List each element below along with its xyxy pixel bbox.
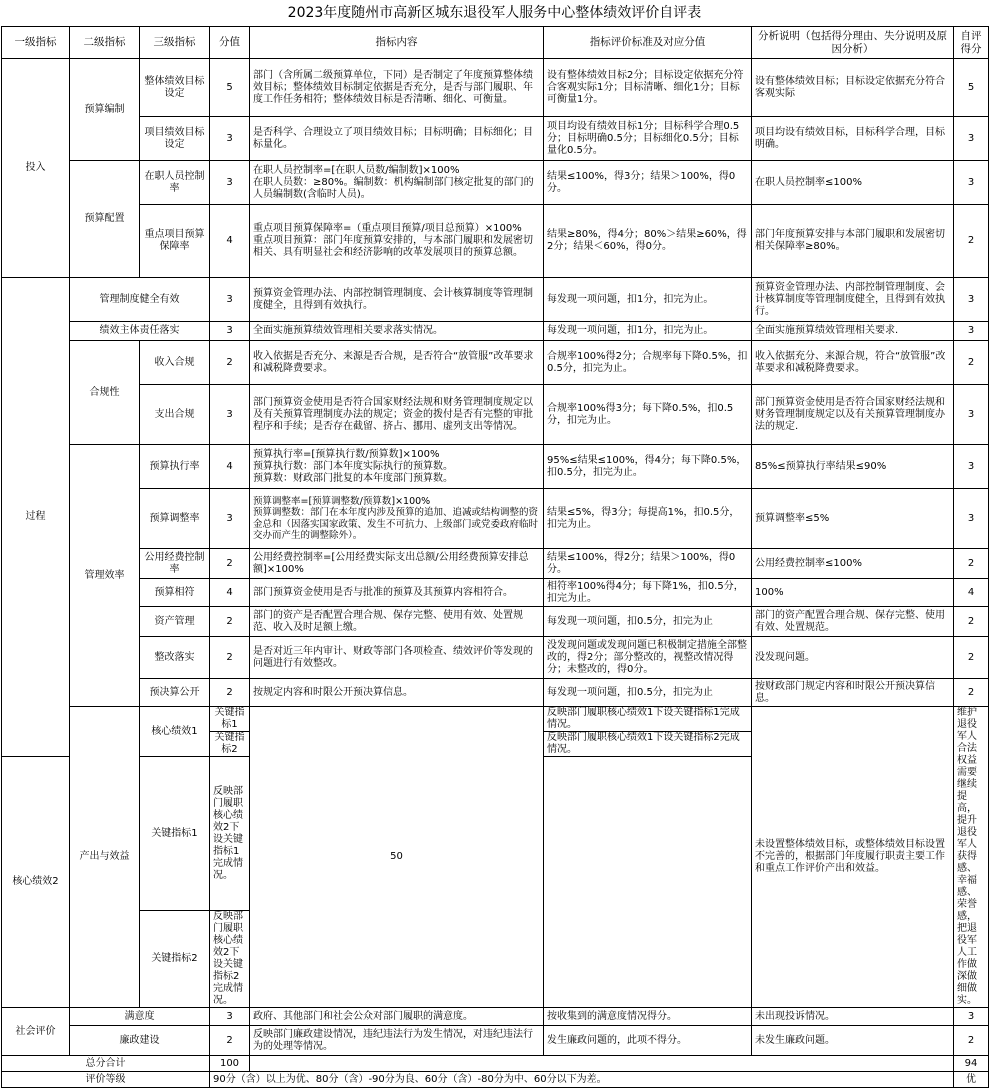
score-cell: 4 [210,205,250,278]
standard-cell: 项目均设有绩效目标1分；目标科学合理0.5分；目标明确0.5分；目标细化0.5分；目标量化0.5分。 [544,117,752,161]
content-cell: 重点项目预算保障率=（重点项目预算/项目总预算）×100% 重点项目预算：部门年度预算安排的，与本部门履职和发展密切相关、具有明显社会和经济影响的改革发展项目的预算总额。 [250,205,544,278]
content-cell: 预算调整率=[预算调整数/预算数]×100% 预算调整数：部门在本年度内涉及预算的追加、追减或结构调整的资金总和（因落实国家政策、发生不可抗力、上级部门或党委政府临时交办而产生的调整除外）。 [250,489,544,549]
score-cell: 50 [250,707,544,1008]
self-score-cell: 2 [954,341,989,385]
table-row [2,607,989,637]
self-score-cell: 2 [954,1026,989,1056]
table-row [2,278,989,322]
level3-indicator: 关键指标2 [140,911,210,1008]
score-cell: 3 [210,1008,250,1026]
self-score-cell: 3 [954,161,989,205]
table-row [2,679,989,707]
standard-cell: 按收集到的满意度情况得分。 [544,1008,752,1026]
table-row [2,161,989,205]
standard-cell: 结果≤100%，得3分；结果＞100%，得0分。 [544,161,752,205]
standard-cell: 95%≤结果≤100%，得4分；每下降0.5%，扣0.5分，扣完为止。 [544,445,752,489]
self-score-cell: 2 [954,679,989,707]
standard-cell: 结果≥80%，得4分；80%＞结果≥60%，得2分；结果＜60%，得0分。 [544,205,752,278]
level2-budget-alloc: 预算配置 [70,161,140,278]
self-score-cell: 2 [954,607,989,637]
score-cell: 4 [210,445,250,489]
level3-indicator: 在职人员控制率 [140,161,210,205]
level2-core2: 核心绩效2 [2,757,70,1008]
level2-core1: 核心绩效1 [140,707,210,757]
level2-mgmt-system: 管理制度健全有效 [70,278,210,322]
content-cell: 在职人员控制率=[在职人员数/编制数]×100% 在职人员数：≥80%。编制数：机构编制部门核定批复的部门的人员编制数(含临时人员)。 [250,161,544,205]
standard-cell: 每发现一项问题，扣1分，扣完为止。 [544,278,752,322]
total-self-score: 94 [954,1056,989,1072]
header-level1: 一级指标 [2,27,70,59]
content-cell: 预算执行率=[预算执行数/预算数]×100% 预算执行数：部门本年度实际执行的预算数。 预算数：财政部门批复的本年度部门预算数。 [250,445,544,489]
analysis-cell: 未出现投诉情况。 [752,1008,954,1026]
analysis-cell: 项目均设有绩效目标，目标科学合理，目标明确。 [752,117,954,161]
level3-indicator: 关键指标2 [210,732,250,757]
content-cell: 部门（含所属二级预算单位，下同）是否制定了年度预算整体绩效目标；整体绩效目标制定依据是否充分，是否与部门履职、年度工作任务相符；整体绩效目标是否清晰、细化、可衡量。 [250,59,544,117]
self-score-cell: 3 [954,385,989,445]
analysis-cell: 全面实施预算绩效管理相关要求. [752,322,954,341]
self-score-cell: 3 [954,117,989,161]
analysis-cell: 没发现问题。 [752,637,954,679]
level1-input: 投入 [2,59,70,278]
score-cell: 2 [210,679,250,707]
level1-output: 产出与效益 [70,707,140,1008]
standard-cell: 每发现一项问题，扣1分，扣完为止。 [544,322,752,341]
score-cell: 2 [210,549,250,579]
header-level3: 三级指标 [140,27,210,59]
score-cell: 3 [210,322,250,341]
table-row [2,549,989,579]
table-row [2,385,989,445]
level3-indicator: 关键指标1 [140,757,210,911]
analysis-cell: 100% [752,579,954,607]
level2-perf-duty: 绩效主体责任落实 [70,322,210,341]
analysis-cell: 按财政部门规定内容和时限公开预决算信息。 [752,679,954,707]
analysis-cell: 未发生廉政问题。 [752,1026,954,1056]
content-cell: 反映部门履职核心绩效2下设关键指标2完成情况。 [210,911,250,1008]
level3-indicator: 公用经费控制率 [140,549,210,579]
header-level2: 二级指标 [70,27,140,59]
content-cell: 反映部门廉政建设情况，违纪违法行为发生情况，对违纪违法行为的处理等情况。 [250,1026,544,1056]
grade-value: 优 [954,1072,989,1088]
self-score-cell: 3 [954,278,989,322]
standard-cell: 相符率100%得4分；每下降1%，扣0.5分，扣完为止。 [544,579,752,607]
level3-indicator: 预算执行率 [140,445,210,489]
content-cell: 全面实施预算绩效管理相关要求落实情况。 [250,322,544,341]
level2-integrity: 廉政建设 [70,1026,210,1056]
analysis-cell: 预算调整率≤5% [752,489,954,549]
level3-indicator: 整改落实 [140,637,210,679]
analysis-cell: 预算资金管理办法、内部控制管理制度、会计核算制度等管理制度健全，且得到有效执行。 [752,278,954,322]
table-row [2,341,989,385]
level2-mgmt-efficiency: 管理效率 [70,445,140,707]
self-score-cell: 5 [954,59,989,117]
table-row [2,117,989,161]
score-cell: 2 [210,1026,250,1056]
self-score-cell: 3 [954,1008,989,1026]
analysis-cell: 85%≤预算执行率结果≤90% [752,445,954,489]
standard-cell: 结果≤100%，得2分；结果＞100%，得0分。 [544,549,752,579]
analysis-cell: 部门预算资金使用是否符合国家财经法规和财务管理制度规定以及有关预算管理制度办法的规定. [752,385,954,445]
level2-budget-prep: 预算编制 [70,59,140,161]
score-cell: 5 [210,59,250,117]
level3-indicator: 预决算公开 [140,679,210,707]
score-cell: 3 [210,278,250,322]
level3-indicator: 收入合规 [140,341,210,385]
score-cell: 3 [210,489,250,549]
header-content: 指标内容 [250,27,544,59]
table-row [2,637,989,679]
self-score-cell: 3 [954,489,989,549]
header-standard: 指标评价标准及对应分值 [544,27,752,59]
level1-social: 社会评价 [2,1008,70,1056]
table-row [2,489,989,549]
score-cell: 2 [210,607,250,637]
content-cell: 是否科学、合理设立了项目绩效目标；目标明确；目标细化；目标量化。 [250,117,544,161]
standard-cell: 未设置整体绩效目标，或整体绩效目标设置不完善的，根据部门年度履行职责主要工作和重点工作评价产出和效益。 [752,707,954,1008]
content-cell: 政府、其他部门和社会公众对部门履职的满意度。 [250,1008,544,1026]
content-cell: 部门预算资金使用是否与批准的预算及其预算内容相符合。 [250,579,544,607]
level3-indicator: 预算相符 [140,579,210,607]
level3-indicator: 整体绩效目标设定 [140,59,210,117]
header-self-score: 自评得分 [954,27,989,59]
grade-description: 90分（含）以上为优、80分（含）-90分为良、60分（含）-80分为中、60分以下为差。 [210,1072,954,1088]
standard-cell: 合规率100%得3分；每下降0.5%，扣0.5分，扣完为止。 [544,385,752,445]
content-cell: 部门预算资金使用是否符合国家财经法规和财务管理制度规定以及有关预算管理制度办法的规定；资金的拨付是否有完整的审批程序和手续；是否存在截留、挤占、挪用、虚列支出等情况。 [250,385,544,445]
analysis-cell: 收入依据充分、来源合规，符合“放管服”改革要求和减税降费要求。 [752,341,954,385]
header-score: 分值 [210,27,250,59]
content-cell: 反映部门履职核心绩效1下设关键指标2完成情况。 [544,732,752,757]
score-cell: 3 [210,385,250,445]
self-score-cell: 2 [954,549,989,579]
standard-cell: 设有整体绩效目标2分；目标设定依据充分符合客观实际1分；目标清晰、细化1分；目标可衡量1分。 [544,59,752,117]
grade-label: 评价等级 [2,1072,210,1088]
sheet-title: 2023年度随州市高新区城东退役军人服务中心整体绩效评价自评表 [287,5,702,21]
self-score-cell: 4 [954,579,989,607]
score-cell: 2 [210,637,250,679]
total-label: 总分合计 [2,1056,210,1072]
level3-indicator: 预算调整率 [140,489,210,549]
content-cell: 反映部门履职核心绩效1下设关键指标1完成情况。 [544,707,752,732]
total-blank [250,1056,954,1072]
level3-indicator: 支出合规 [140,385,210,445]
table-row [2,59,989,117]
table-row [2,445,989,489]
evaluation-table [1,26,989,1088]
standard-cell: 每发现一项问题，扣0.5分，扣完为止 [544,679,752,707]
table-row [2,1026,989,1056]
analysis-cell: 部门年度预算安排与本部门履职和发展密切相关保障率≥80%。 [752,205,954,278]
level3-indicator: 重点项目预算保障率 [140,205,210,278]
standard-cell: 发生廉政问题的，此项不得分。 [544,1026,752,1056]
level2-satisfaction: 满意度 [70,1008,210,1026]
level2-compliance: 合规性 [70,341,140,445]
standard-cell: 每发现一项问题，扣0.5分，扣完为止 [544,607,752,637]
analysis-cell: 维护退役军人合法权益需要继续提高，提升退役军人获得感、幸福感、荣誉感，把退役军人工作做深做细做实。 [954,707,989,1008]
table-row [2,205,989,278]
grade-row [2,1072,989,1088]
header-analysis: 分析说明（包括得分理由、失分说明及原因分析） [752,27,954,59]
score-cell: 3 [210,117,250,161]
self-score-cell: 2 [954,205,989,278]
table-row [2,579,989,607]
table-row [2,322,989,341]
standard-cell: 没发现问题或发现问题已积极制定措施全部整改的，得2分；部分整改的，视整改情况得分；未整改的，得0分。 [544,637,752,679]
level3-indicator: 关键指标1 [210,707,250,732]
content-cell: 按规定内容和时限公开预决算信息。 [250,679,544,707]
analysis-cell: 设有整体绩效目标；目标设定依据充分符合客观实际 [752,59,954,117]
content-cell: 收入依据是否充分、来源是否合规，是否符合“放管服”改革要求和减税降费要求。 [250,341,544,385]
score-cell: 3 [210,161,250,205]
standard-cell: 结果≤5%，得3分；每提高1%，扣0.5分，扣完为止。 [544,489,752,549]
header-row [2,27,989,59]
analysis-cell: 公用经费控制率≤100% [752,549,954,579]
total-score: 100 [210,1056,250,1072]
content-cell: 预算资金管理办法、内部控制管理制度、会计核算制度等管理制度健全，且得到有效执行。 [250,278,544,322]
content-cell: 公用经费控制率=[公用经费实际支出总额/公用经费预算安排总额]×100% [250,549,544,579]
table-row [2,1008,989,1026]
self-score-cell: 3 [954,445,989,489]
level3-indicator: 项目绩效目标设定 [140,117,210,161]
content-cell: 部门的资产是否配置合理合规、保存完整、使用有效、处置规范、收入及时足额上缴。 [250,607,544,637]
analysis-cell: 在职人员控制率≤100% [752,161,954,205]
self-score-cell: 3 [954,322,989,341]
table-row [2,707,989,732]
self-score-cell: 2 [954,637,989,679]
total-row [2,1056,989,1072]
analysis-cell: 部门的资产配置合理合规、保存完整、使用有效、处置规范。 [752,607,954,637]
content-cell: 是否对近三年内审计、财政等部门各项检查、绩效评价等发现的问题进行有效整改。 [250,637,544,679]
score-cell: 2 [210,341,250,385]
level3-indicator: 资产管理 [140,607,210,637]
score-cell: 4 [210,579,250,607]
standard-cell: 合规率100%得2分；合规率每下降0.5%，扣0.5分，扣完为止。 [544,341,752,385]
level1-process: 过程 [2,278,70,757]
content-cell: 反映部门履职核心绩效2下设关键指标1完成情况。 [210,757,250,911]
